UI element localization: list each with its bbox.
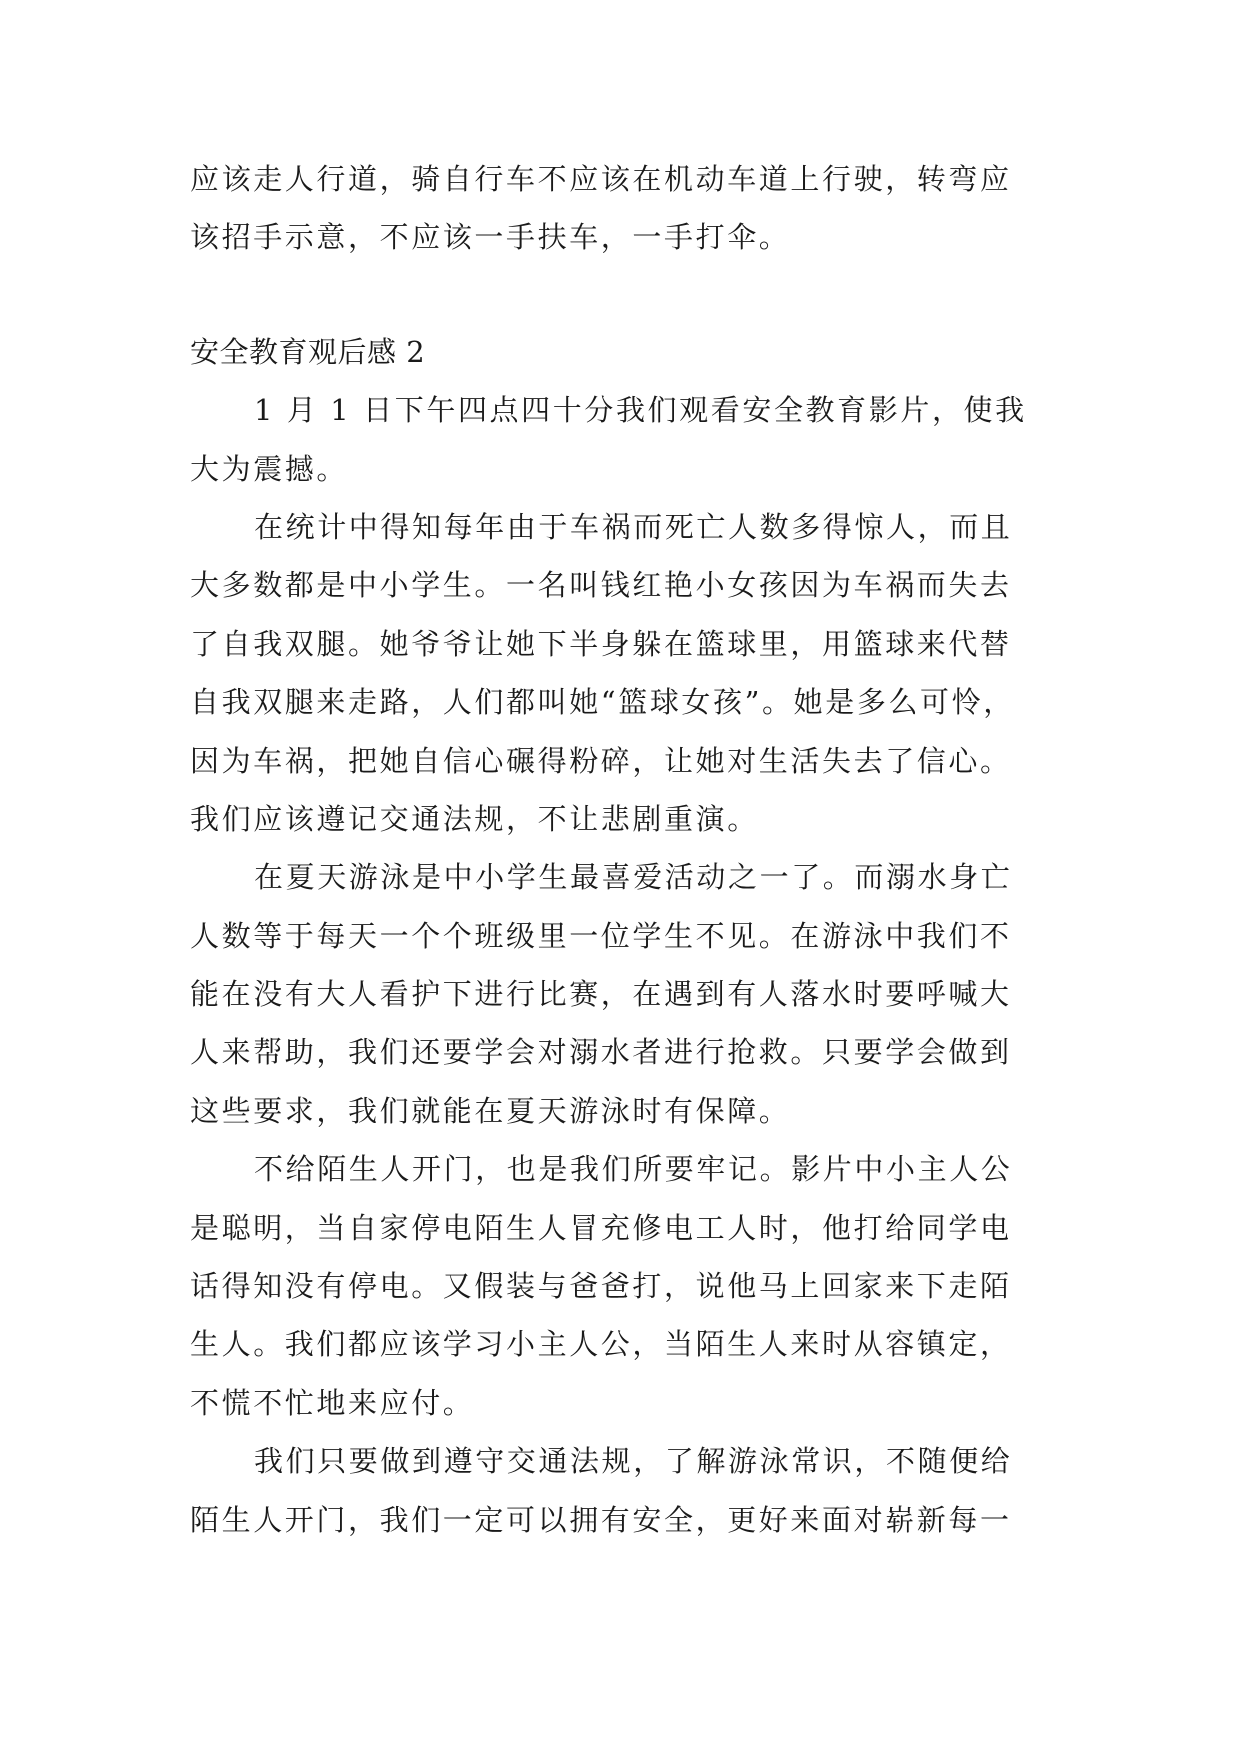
text-line: 人数等于每天一个个班级里一位学生不见。在游泳中我们不 <box>190 918 1012 953</box>
text-line: 1 月 1 日下午四点四十分我们观看安全教育影片，使我 <box>254 393 1027 428</box>
text-line: 生人。我们都应该学习小主人公，当陌生人来时从容镇定， <box>190 1327 1012 1362</box>
section-gap <box>190 267 1052 323</box>
text-line: 了自我双腿。她爷爷让她下半身躲在篮球里，用篮球来代替 <box>190 626 1012 661</box>
text-line: 应该走人行道，骑自行车不应该在机动车道上行驶，转弯应 <box>190 162 1012 196</box>
text-line: 话得知没有停电。又假装与爸爸打，说他马上回家来下走陌 <box>190 1269 1012 1304</box>
document-body <box>190 150 1052 1549</box>
intro-paragraph <box>190 150 1052 267</box>
text-line: 人来帮助，我们还要学会对溺水者进行抢救。只要学会做到 <box>190 1035 1012 1070</box>
text-line: 在统计中得知每年由于车祸而死亡人数多得惊人，而且 <box>254 509 1013 544</box>
text-line: 大多数都是中小学生。一名叫钱红艳小女孩因为车祸而失去 <box>190 568 1012 603</box>
text-line: 大为震撼。 <box>190 451 349 486</box>
text-line: 在夏天游泳是中小学生最喜爱活动之一了。而溺水身亡 <box>254 860 1013 895</box>
text-line: 不慌不忙地来应付。 <box>190 1385 475 1420</box>
text-line: 我们只要做到遵守交通法规，了解游泳常识，不随便给 <box>254 1444 1013 1479</box>
paragraph-5 <box>190 1432 1052 1549</box>
text-line: 这些要求，我们就能在夏天游泳时有保障。 <box>190 1093 791 1128</box>
paragraph-2 <box>190 498 1052 848</box>
paragraph-4 <box>190 1140 1052 1432</box>
text-line: 不给陌生人开门，也是我们所要牢记。影片中小主人公 <box>254 1152 1013 1187</box>
text-line: 因为车祸，把她自信心碾得粉碎，让她对生活失去了信心。 <box>190 743 1012 778</box>
paragraph-3 <box>190 848 1052 1140</box>
text-line: 是聪明，当自家停电陌生人冒充修电工人时，他打给同学电 <box>190 1210 1012 1245</box>
text-line: 自我双腿来走路，人们都叫她“篮球女孩”。她是多么可怜， <box>190 685 1015 720</box>
text-line: 该招手示意，不应该一手扶车，一手打伞。 <box>190 220 791 255</box>
paragraph-1 <box>190 381 1052 498</box>
text-line: 我们应该遵记交通法规，不让悲剧重演。 <box>190 801 759 836</box>
text-line: 能在没有大人看护下进行比赛，在遇到有人落水时要呼喊大 <box>190 977 1012 1012</box>
text-line: 陌生人开门，我们一定可以拥有安全，更好来面对崭新每一 <box>190 1502 1012 1537</box>
section-heading: 安全教育观后感 2 <box>190 334 426 369</box>
